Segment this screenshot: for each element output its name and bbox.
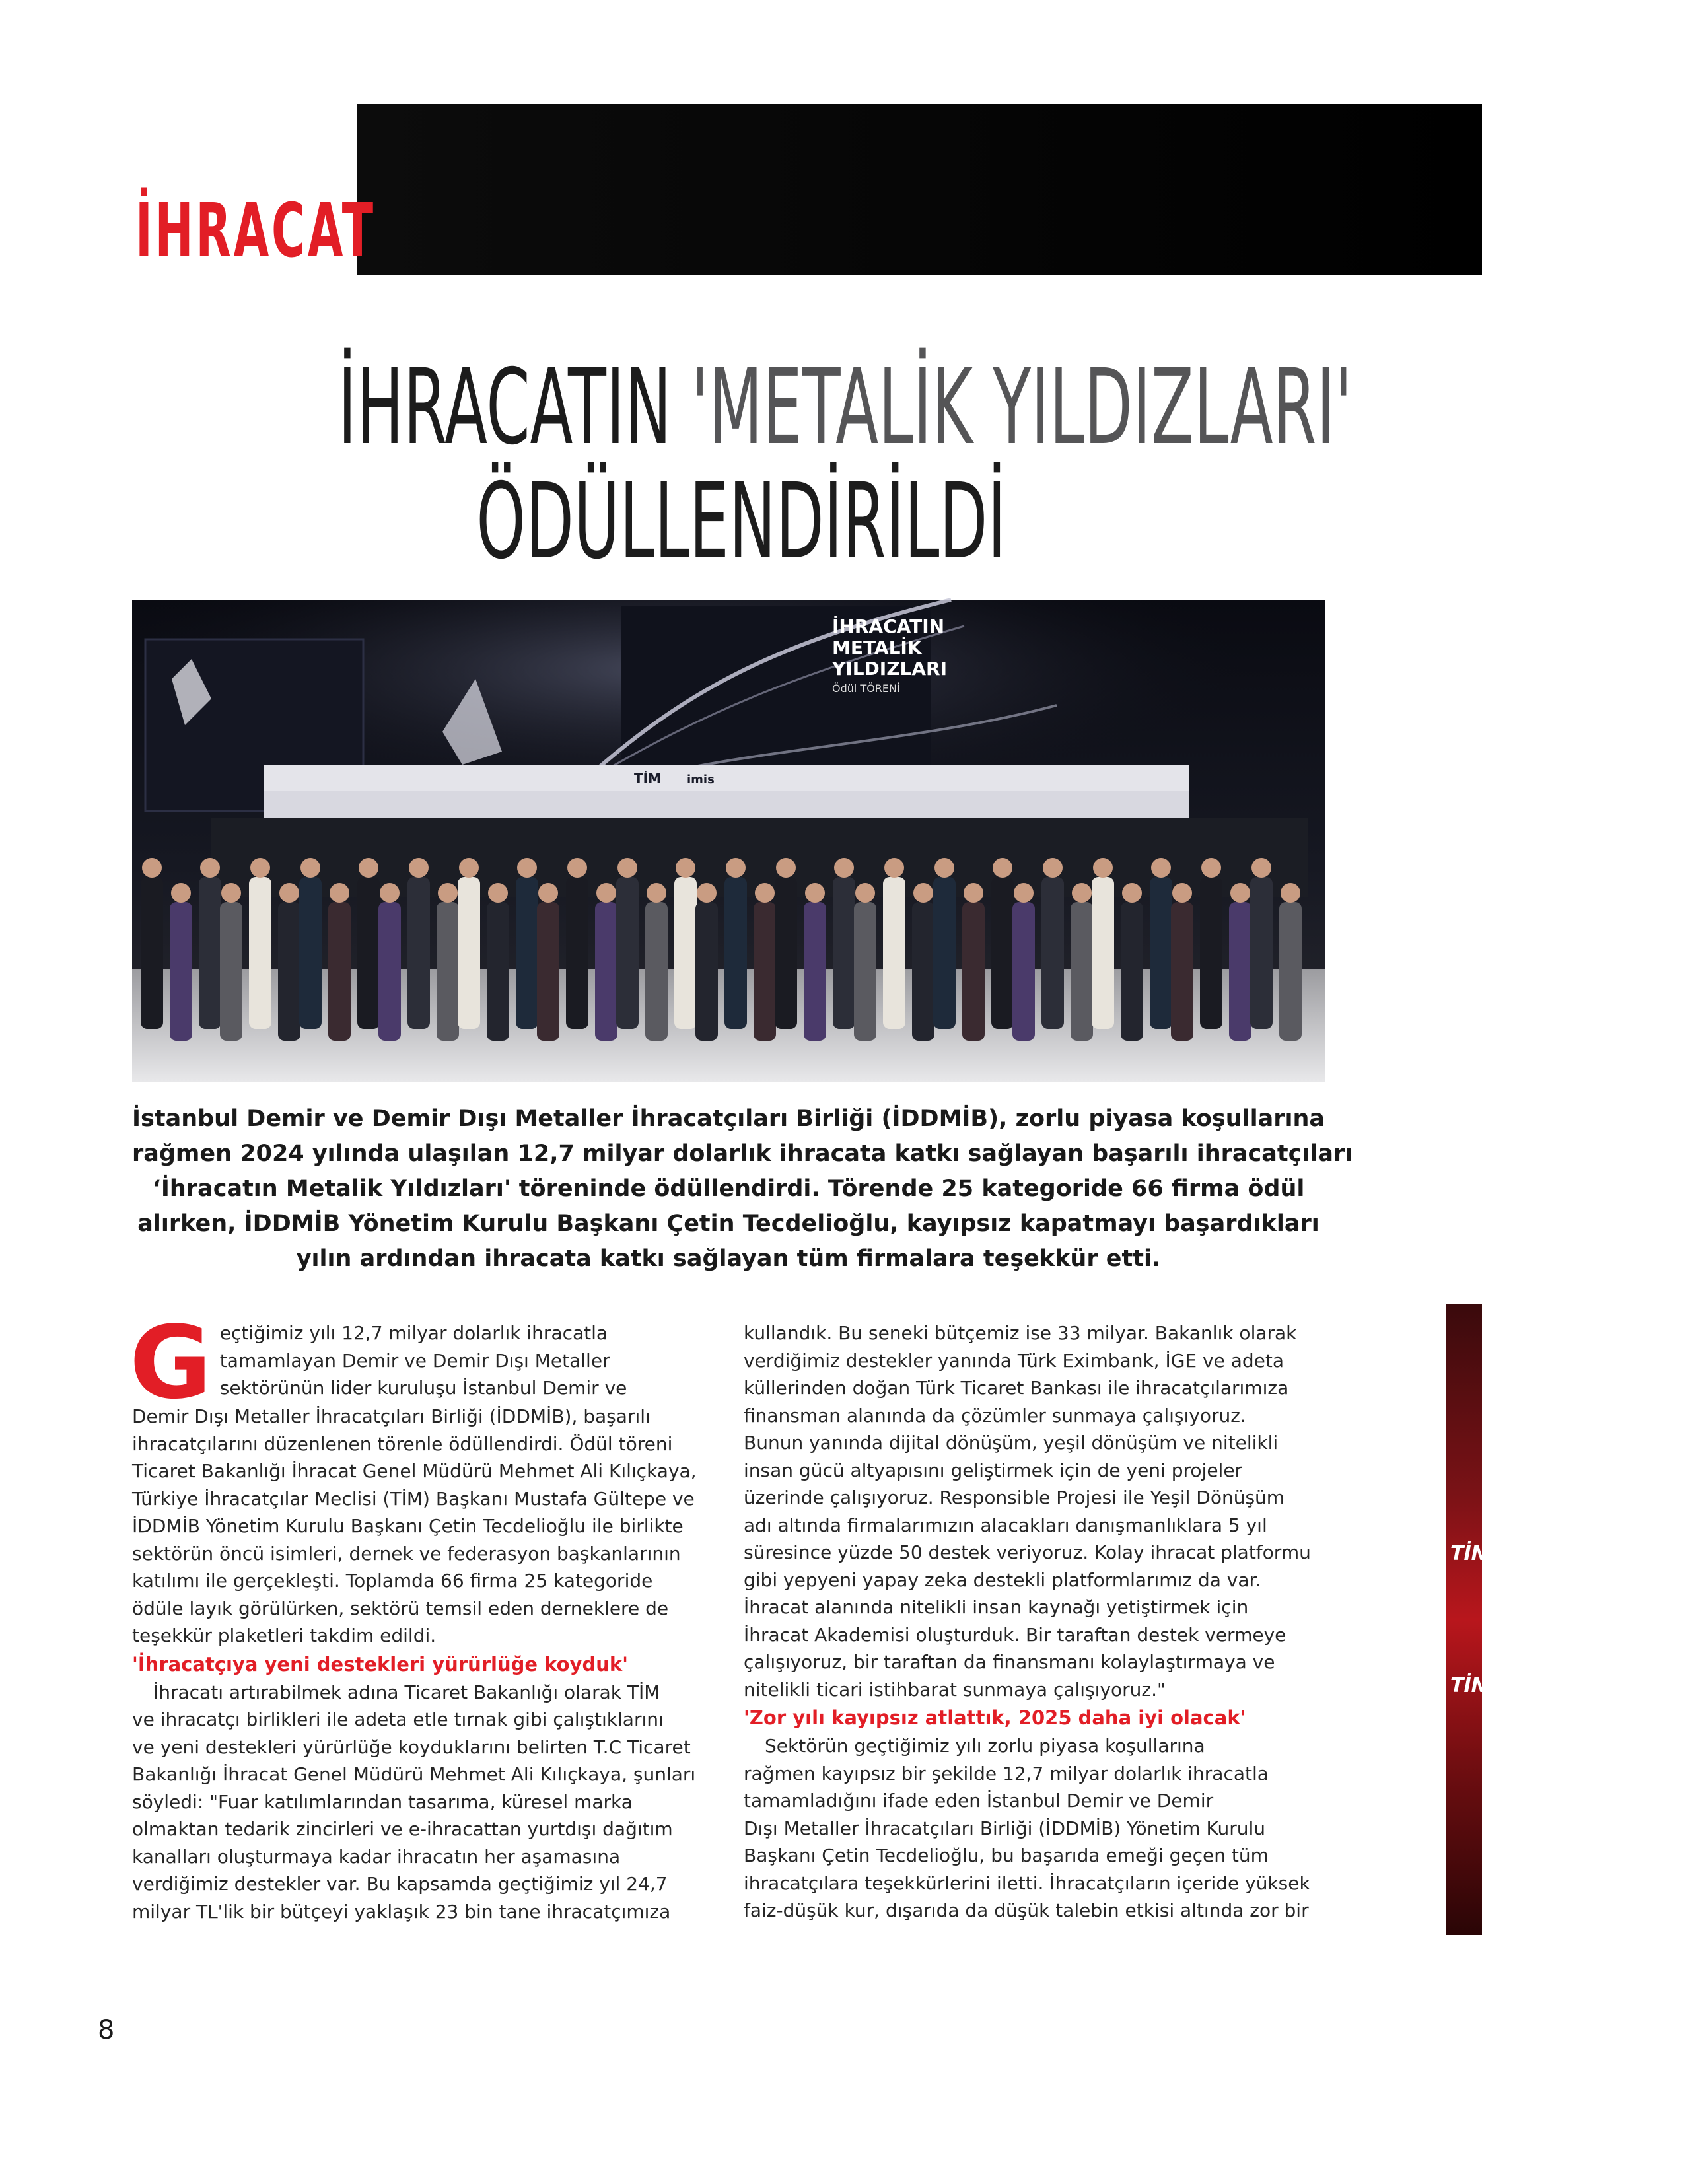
body-line: ihracatçılara teşekkürlerini iletti. İhracatçıların içeride yüksek (744, 1872, 1310, 1894)
person-silhouette (170, 902, 192, 1041)
body-line: İDDMİB Yönetim Kurulu Başkanı Çetin Tecdelioğlu ile birlikte (132, 1515, 684, 1537)
person-silhouette (141, 877, 163, 1029)
award-ceremony-photo (132, 600, 1325, 1082)
body-line: kullandık. Bu seneki bütçemiz ise 33 milyar. Bakanlık olarak (744, 1322, 1297, 1344)
person-head (1014, 883, 1034, 903)
lede-line: İstanbul Demir ve Demir Dışı Metaller İhracatçıları Birliği (İDDMİB), zorlu piyasa koşullarına (132, 1106, 1325, 1132)
person-head (380, 883, 400, 903)
person-silhouette (1041, 877, 1064, 1029)
lede-line: ‘İhracatın Metalik Yıldızları' töreninde ödüllendirdi. Törende 25 kategoride 66 firma ödül (152, 1176, 1305, 1202)
person-head (726, 858, 746, 878)
body-line: çalışıyoruz, bir taraftan da finansmanı kolaylaştırmaya ve (744, 1651, 1275, 1673)
person-head (459, 858, 479, 878)
body-line: Bakanlığı İhracat Genel Müdürü Mehmet Ali Kılıçkaya, şunları (132, 1763, 696, 1785)
person-head (330, 883, 349, 903)
person-head (221, 883, 241, 903)
person-silhouette (516, 877, 538, 1029)
person-silhouette (962, 902, 985, 1041)
person-head (1072, 883, 1092, 903)
next-page-photo-edge (1446, 1304, 1488, 1935)
person-silhouette (407, 877, 430, 1029)
page-title-line-2 (0, 461, 1482, 582)
body-line: Başkanı Çetin Tecdelioğlu, bu başarıda emeği geçen tüm (744, 1845, 1269, 1866)
person-silhouette (299, 877, 322, 1029)
person-silhouette (1171, 902, 1193, 1041)
person-head (488, 883, 508, 903)
person-silhouette (1071, 902, 1093, 1041)
body-line: süresince yüzde 50 destek veriyoruz. Kolay ihracat platformu (744, 1541, 1311, 1563)
article-lede (132, 1102, 1353, 1277)
body-line: tamamlayan Demir ve Demir Dışı Metaller (219, 1349, 610, 1372)
body-line: küllerinden doğan Türk Ticaret Bankası ile ihracatçılarımıza (744, 1377, 1289, 1399)
person-head (676, 858, 695, 878)
person-head (171, 883, 191, 903)
person-silhouette (991, 877, 1014, 1029)
person-head (517, 858, 537, 878)
person-silhouette (566, 877, 588, 1029)
section-label: İHRACAT (135, 188, 376, 274)
screen-text-line-2: METALİK (832, 637, 922, 658)
body-line: katılımı ile gerçekleşti. Toplamda 66 firma 25 kategoride (132, 1570, 653, 1592)
drop-cap: G (129, 1304, 212, 1421)
person-silhouette (616, 877, 639, 1029)
person-silhouette (357, 877, 380, 1029)
person-head (964, 883, 983, 903)
person-head (993, 858, 1012, 878)
person-head (1043, 858, 1063, 878)
person-silhouette (674, 877, 697, 1029)
person-head (934, 858, 954, 878)
person-silhouette (220, 902, 242, 1041)
person-head (1281, 883, 1300, 903)
lede-line: yılın ardından ihracata katkı sağlayan tüm firmalara teşekkür etti. (296, 1246, 1161, 1272)
page-number: 8 (98, 2015, 115, 2045)
body-line: sektörünün lider kuruluşu İstanbul Demir ve (219, 1377, 627, 1399)
section-3-paragraph (744, 1732, 1325, 1924)
person-silhouette (912, 902, 934, 1041)
person-head (755, 883, 775, 903)
subheading-new-supports: 'İhracatçıya yeni destekleri yürürlüğe koyduk' (132, 1652, 629, 1675)
banner-logo-imis: imis (687, 773, 715, 787)
person-silhouette (437, 902, 459, 1041)
person-silhouette (883, 877, 905, 1029)
body-line: eçtiğimiz yılı 12,7 milyar dolarlık ihracatla (219, 1322, 608, 1344)
body-line: Sektörün geçtiğimiz yılı zorlu piyasa koşullarına (765, 1735, 1205, 1757)
person-silhouette (1279, 902, 1302, 1041)
person-head (776, 858, 796, 878)
article-column-left (129, 1304, 713, 1925)
photo-illustration (132, 600, 1325, 1082)
section-2-paragraph (132, 1679, 713, 1926)
person-head (1230, 883, 1250, 903)
body-line: Dışı Metaller İhracatçıları Birliği (İDDMİB) Yönetim Kurulu (744, 1817, 1266, 1839)
person-head (913, 883, 933, 903)
person-silhouette (833, 877, 855, 1029)
person-head (438, 883, 458, 903)
person-silhouette (1250, 877, 1273, 1029)
banner-logo-tim: TİM (634, 771, 661, 787)
subheading-2025-better: 'Zor yılı kayıpsız atlattık, 2025 daha iyi olacak' (744, 1707, 1246, 1729)
person-head (250, 858, 270, 878)
body-line: Bunun yanında dijital dönüşüm, yeşil dönüşüm ve nitelikli (744, 1432, 1279, 1454)
person-head (538, 883, 558, 903)
body-line: ödüle layık görülürken, sektörü temsil eden derneklere de (132, 1597, 669, 1619)
body-line: adı altında firmalarımızın alacakları danışmanlıklara 5 yıl (744, 1514, 1267, 1536)
person-silhouette (1229, 902, 1251, 1041)
title-gray-part: 'METALİK YILDIZLARI' (691, 347, 1353, 468)
person-silhouette (1012, 902, 1035, 1041)
person-silhouette (249, 877, 271, 1029)
person-silhouette (1092, 877, 1114, 1029)
person-silhouette (804, 902, 826, 1041)
person-head (1172, 883, 1192, 903)
body-line: teşekkür plaketleri takdim edildi. (132, 1625, 437, 1646)
body-line: söyledi: "Fuar katılımlarından tasarıma, küresel marka (132, 1790, 633, 1813)
person-silhouette (199, 877, 221, 1029)
body-line: İhracat alanında nitelikli insan kaynağı yetiştirmek için (744, 1596, 1249, 1618)
person-silhouette (458, 877, 480, 1029)
lede-line: rağmen 2024 yılında ulaşılan 12,7 milyar dolarlık ihracata katkı sağlayan başarılı ihracatçıları (132, 1141, 1353, 1167)
person-head (617, 858, 637, 878)
person-head (805, 883, 825, 903)
person-silhouette (595, 902, 617, 1041)
intro-paragraph (129, 1304, 713, 1650)
body-line: finansman alanında da çözümler sunmaya çalışıyoruz. (744, 1404, 1246, 1427)
body-line: İhracatı artırabilmek adına Ticaret Bakanlığı olarak TİM (153, 1681, 660, 1703)
person-head (279, 883, 299, 903)
body-line: verdiğimiz destekler var. Bu kapsamda geçtiğimiz yıl 24,7 (132, 1873, 668, 1895)
body-line: sektörün öncü isimleri, dernek ve federasyon başkanlarının (132, 1542, 681, 1565)
title-dark-part: İHRACATIN (337, 347, 691, 468)
person-silhouette (854, 902, 876, 1041)
title-line-2-text: ÖDÜLLENDİRİLDİ (475, 461, 1006, 582)
person-head (834, 858, 854, 878)
body-line: kanalları oluşturmaya kadar ihracatın her aşamasına (132, 1845, 621, 1868)
screen-text-line-1: İHRACATIN (832, 616, 945, 637)
person-head (647, 883, 666, 903)
header-left-white (0, 104, 102, 275)
body-line: ihracatçılarını düzenlenen törenle ödüllendirdi. Ödül töreni (132, 1432, 673, 1455)
person-silhouette (537, 902, 559, 1041)
body-line: verdiğimiz destekler yanında Türk Eximbank, İGE ve adeta (744, 1349, 1285, 1372)
person-silhouette (1200, 877, 1222, 1029)
body-line: ve yeni destekleri yürürlüğe koyduklarını belirten T.C Ticaret (132, 1736, 691, 1758)
body-line: faiz-düşük kur, dışarıda da düşük talebin etkisi altında zor bir (744, 1899, 1309, 1921)
person-silhouette (278, 902, 300, 1041)
person-head (1151, 858, 1171, 878)
body-line: Türkiye İhracatçılar Meclisi (TİM) Başkanı Mustafa Gültepe ve (132, 1487, 695, 1510)
section-1-continued (744, 1320, 1325, 1703)
person-head (1201, 858, 1221, 878)
body-line: ve ihracatçı birlikleri ile adeta etle tırnak gibi çalıştıklarını (132, 1708, 664, 1730)
person-silhouette (1121, 902, 1143, 1041)
person-head (697, 883, 717, 903)
person-head (884, 858, 904, 878)
person-head (300, 858, 320, 878)
body-line: nitelikli ticari istihbarat sunmaya çalışıyoruz." (744, 1678, 1166, 1701)
person-silhouette (645, 902, 668, 1041)
person-silhouette (328, 902, 351, 1041)
person-silhouette (1150, 877, 1172, 1029)
person-head (200, 858, 220, 878)
body-line: gibi yepyeni yapay zeka destekli platformlarımız da var. (744, 1568, 1261, 1591)
person-silhouette (724, 877, 747, 1029)
body-line: olmaktan tedarik zincirleri ve e-ihracattan yurtdışı dağıtım (132, 1818, 673, 1840)
body-line: insan gücü altyapısını geliştirmek için de yeni projeler (744, 1459, 1243, 1481)
body-line: Demir Dışı Metaller İhracatçıları Birliği (İDDMİB), başarılı (132, 1405, 651, 1427)
body-line: üzerinde çalışıyoruz. Responsible Projesi ile Yeşil Dönüşüm (744, 1487, 1285, 1508)
body-line: rağmen kayıpsız bir şekilde 12,7 milyar dolarlık ihracatla (744, 1762, 1269, 1784)
person-head (1122, 883, 1142, 903)
person-head (1093, 858, 1113, 878)
person-silhouette (933, 877, 956, 1029)
person-silhouette (695, 902, 718, 1041)
body-line: milyar TL'lik bir bütçeyi yaklaşık 23 bin tane ihracatçımıza (132, 1900, 671, 1922)
person-silhouette (487, 902, 509, 1041)
edge-photo-text: TİN (1450, 1674, 1488, 1697)
person-head (142, 858, 162, 878)
screen-text-line-3: YILDIZLARI (832, 658, 947, 680)
screen-text-line-4: Ödül TÖRENİ (832, 682, 900, 695)
body-line: tamamladığını ifade eden İstanbul Demir ve Demir (744, 1790, 1214, 1812)
person-head (409, 858, 429, 878)
body-line: İhracat Akademisi oluşturduk. Bir taraftan destek vermeye (744, 1623, 1286, 1646)
person-silhouette (754, 902, 776, 1041)
edge-photo-text: TİN (1450, 1542, 1488, 1565)
body-line: Ticaret Bakanlığı İhracat Genel Müdürü Mehmet Ali Kılıçkaya, (132, 1460, 697, 1482)
person-head (359, 858, 378, 878)
person-head (567, 858, 587, 878)
page-title-line-1 (0, 347, 1482, 468)
person-head (596, 883, 616, 903)
person-head (1251, 858, 1271, 878)
person-silhouette (775, 877, 797, 1029)
lede-line: alırken, İDDMİB Yönetim Kurulu Başkanı Çetin Tecdelioğlu, kayıpsız kapatmayı başardıkları (137, 1211, 1320, 1237)
person-head (855, 883, 875, 903)
article-column-right (744, 1320, 1325, 1924)
person-silhouette (378, 902, 401, 1041)
